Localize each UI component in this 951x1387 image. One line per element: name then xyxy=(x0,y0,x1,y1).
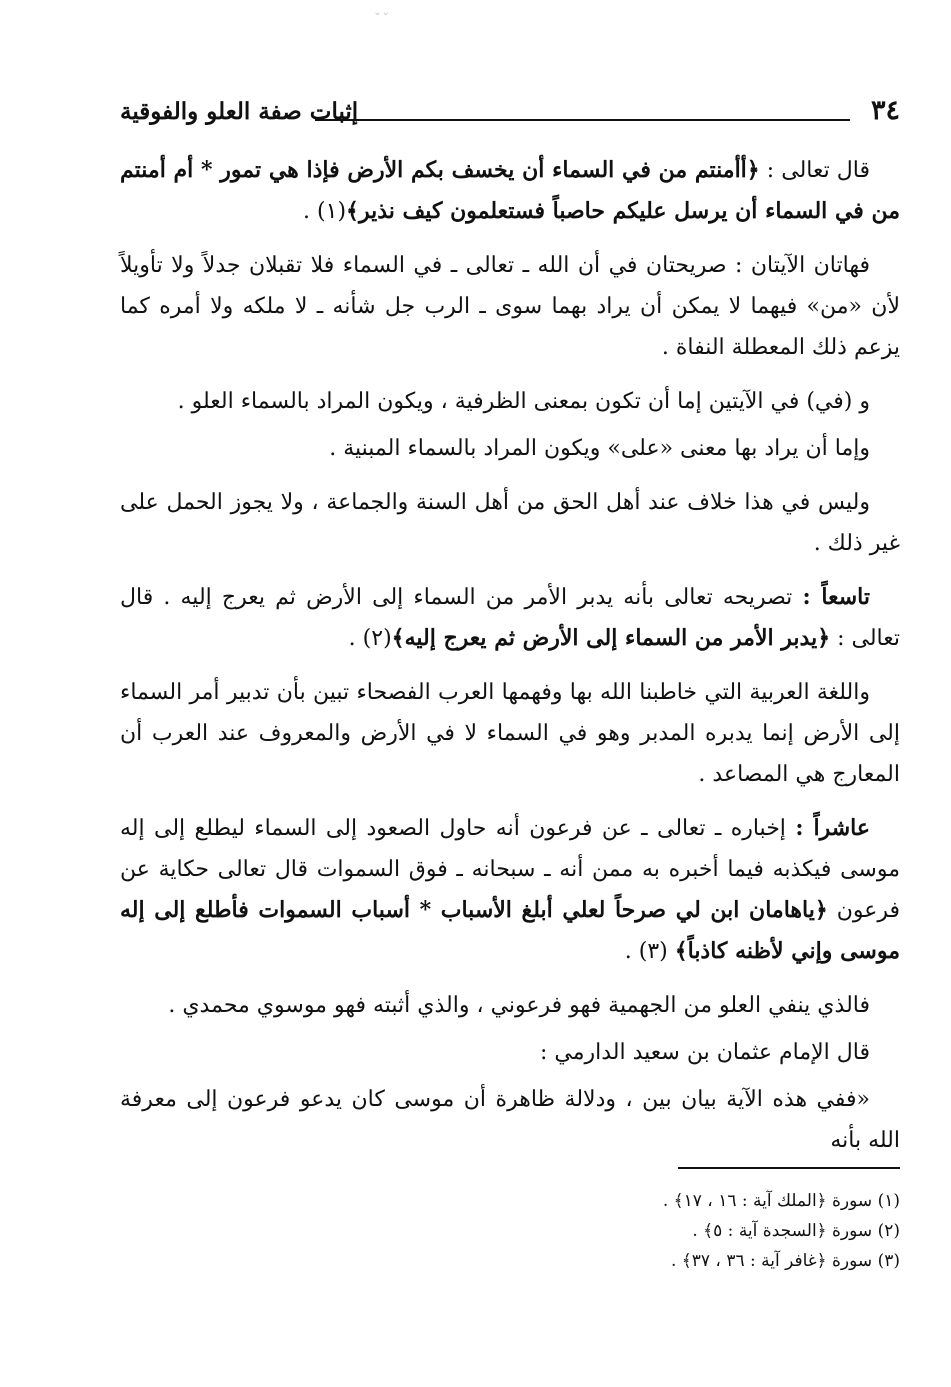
paragraph-intro: قال تعالى : xyxy=(759,158,870,183)
footnote-ref: (٣) . xyxy=(624,939,675,964)
page-header xyxy=(120,96,900,130)
paragraph-intro: تصريحه تعالى بأنه يدبر الأمر من السماء إلى الأرض ثم يعرج إليه . قال تعالى : xyxy=(120,585,900,651)
body-text xyxy=(120,150,900,1174)
paragraph-quran-mulk xyxy=(120,150,900,232)
section-lead: تاسعاً : xyxy=(802,584,870,610)
quran-verse: ﴿يدبر الأمر من السماء إلى الأرض ثم يعرج إليه﴾ xyxy=(391,625,831,651)
section-lead: عاشراً : xyxy=(795,815,871,841)
footnote-rule xyxy=(678,1167,900,1169)
footnote-2: (٢) سورة ﴿السجدة آية : ٥﴾ . xyxy=(692,1221,900,1241)
paragraph-darimi-intro xyxy=(120,1032,900,1073)
header-rule xyxy=(315,119,850,121)
paragraph-ninth xyxy=(120,577,900,659)
paragraph-ala-meaning xyxy=(120,428,900,469)
paragraph-text: وإما أن يراد بها معنى «على» ويكون المراد بالسماء المبنية . xyxy=(329,436,870,461)
book-page xyxy=(120,0,900,1387)
paragraph-text: وليس في هذا خلاف عند أهل الحق من أهل السنة والجماعة ، ولا يجوز الحمل على غير ذلك . xyxy=(120,490,900,556)
paragraph-darimi-quote xyxy=(120,1079,900,1161)
paragraph-no-dispute xyxy=(120,482,900,564)
footnote-3: (٣) سورة ﴿غافر آية : ٣٦ ، ٣٧﴾ . xyxy=(670,1251,900,1271)
paragraph-text: واللغة العربية التي خاطبنا الله بها وفهمها العرب الفصحاء تبين بأن تدبير أمر السماء إلى الأرض إنما يدبره المدبر وهو في السماء لا في الأرض والمعروف عند العرب أن المعارج هي المصاعد . xyxy=(120,680,901,787)
paragraph-arabic-language xyxy=(120,672,900,795)
quran-verse: ﴿أأمنتم من في السماء أن يخسف بكم الأرض فإذا هي تمور * أم أمنتم من في السماء أن يرسل عليكم حاصباً فستعلمون كيف نذير﴾ xyxy=(120,157,900,224)
paragraph-conclusion xyxy=(120,985,900,1026)
paragraph-tenth xyxy=(120,808,900,972)
scan-speck: ⌄⌄ xyxy=(373,7,390,18)
paragraph-intro: إخباره ـ تعالى ـ عن فرعون أنه حاول الصعود إلى السماء ليطلع إلى إله موسى فيكذبه فيما أخبره به ممن أنه ـ سبحانه ـ فوق السموات قال تعالى حكاية عن فرعون xyxy=(120,816,901,923)
footnote-ref: (٢) . xyxy=(348,626,392,651)
paragraph-text: فالذي ينفي العلو من الجهمية فهو فرعوني ، والذي أثبته فهو موسوي محمدي . xyxy=(168,993,870,1018)
paragraph-text: فهاتان الآيتان : صريحتان في أن الله ـ تعالى ـ في السماء فلا تقبلان جدلاً ولا تأويلاً لأن «من» فيهما لا يمكن أن يراد بهما سوى ـ الرب جل شأنه ـ لا ملكه ولا أمره كما يزعم ذلك المعطلة النفاة . xyxy=(120,253,900,360)
paragraph-text: «ففي هذه الآية بيان بين ، ودلالة ظاهرة أن موسى كان يدعو فرعون إلى معرفة الله بأنه xyxy=(120,1087,900,1153)
paragraph-fi-meaning xyxy=(120,381,900,422)
footnote-1: (١) سورة ﴿الملك آية : ١٦ ، ١٧﴾ . xyxy=(662,1191,900,1211)
footnotes xyxy=(120,1186,900,1276)
quran-verse: ﴿ياهامان ابن لي صرحاً لعلي أبلغ الأسباب * أسباب السموات فأطلع إلى إله موسى وإني لأظنه كاذباً﴾ xyxy=(120,897,900,964)
page-number: ٣٤ xyxy=(870,95,900,126)
paragraph-two-verses xyxy=(120,245,900,368)
running-title: إثبات صفة العلو والفوقية xyxy=(120,98,359,125)
paragraph-text: قال الإمام عثمان بن سعيد الدارمي : xyxy=(539,1040,870,1065)
paragraph-text: و (في) في الآيتين إما أن تكون بمعنى الظرفية ، ويكون المراد بالسماء العلو . xyxy=(177,389,870,414)
footnote-ref: (١) . xyxy=(303,199,347,224)
